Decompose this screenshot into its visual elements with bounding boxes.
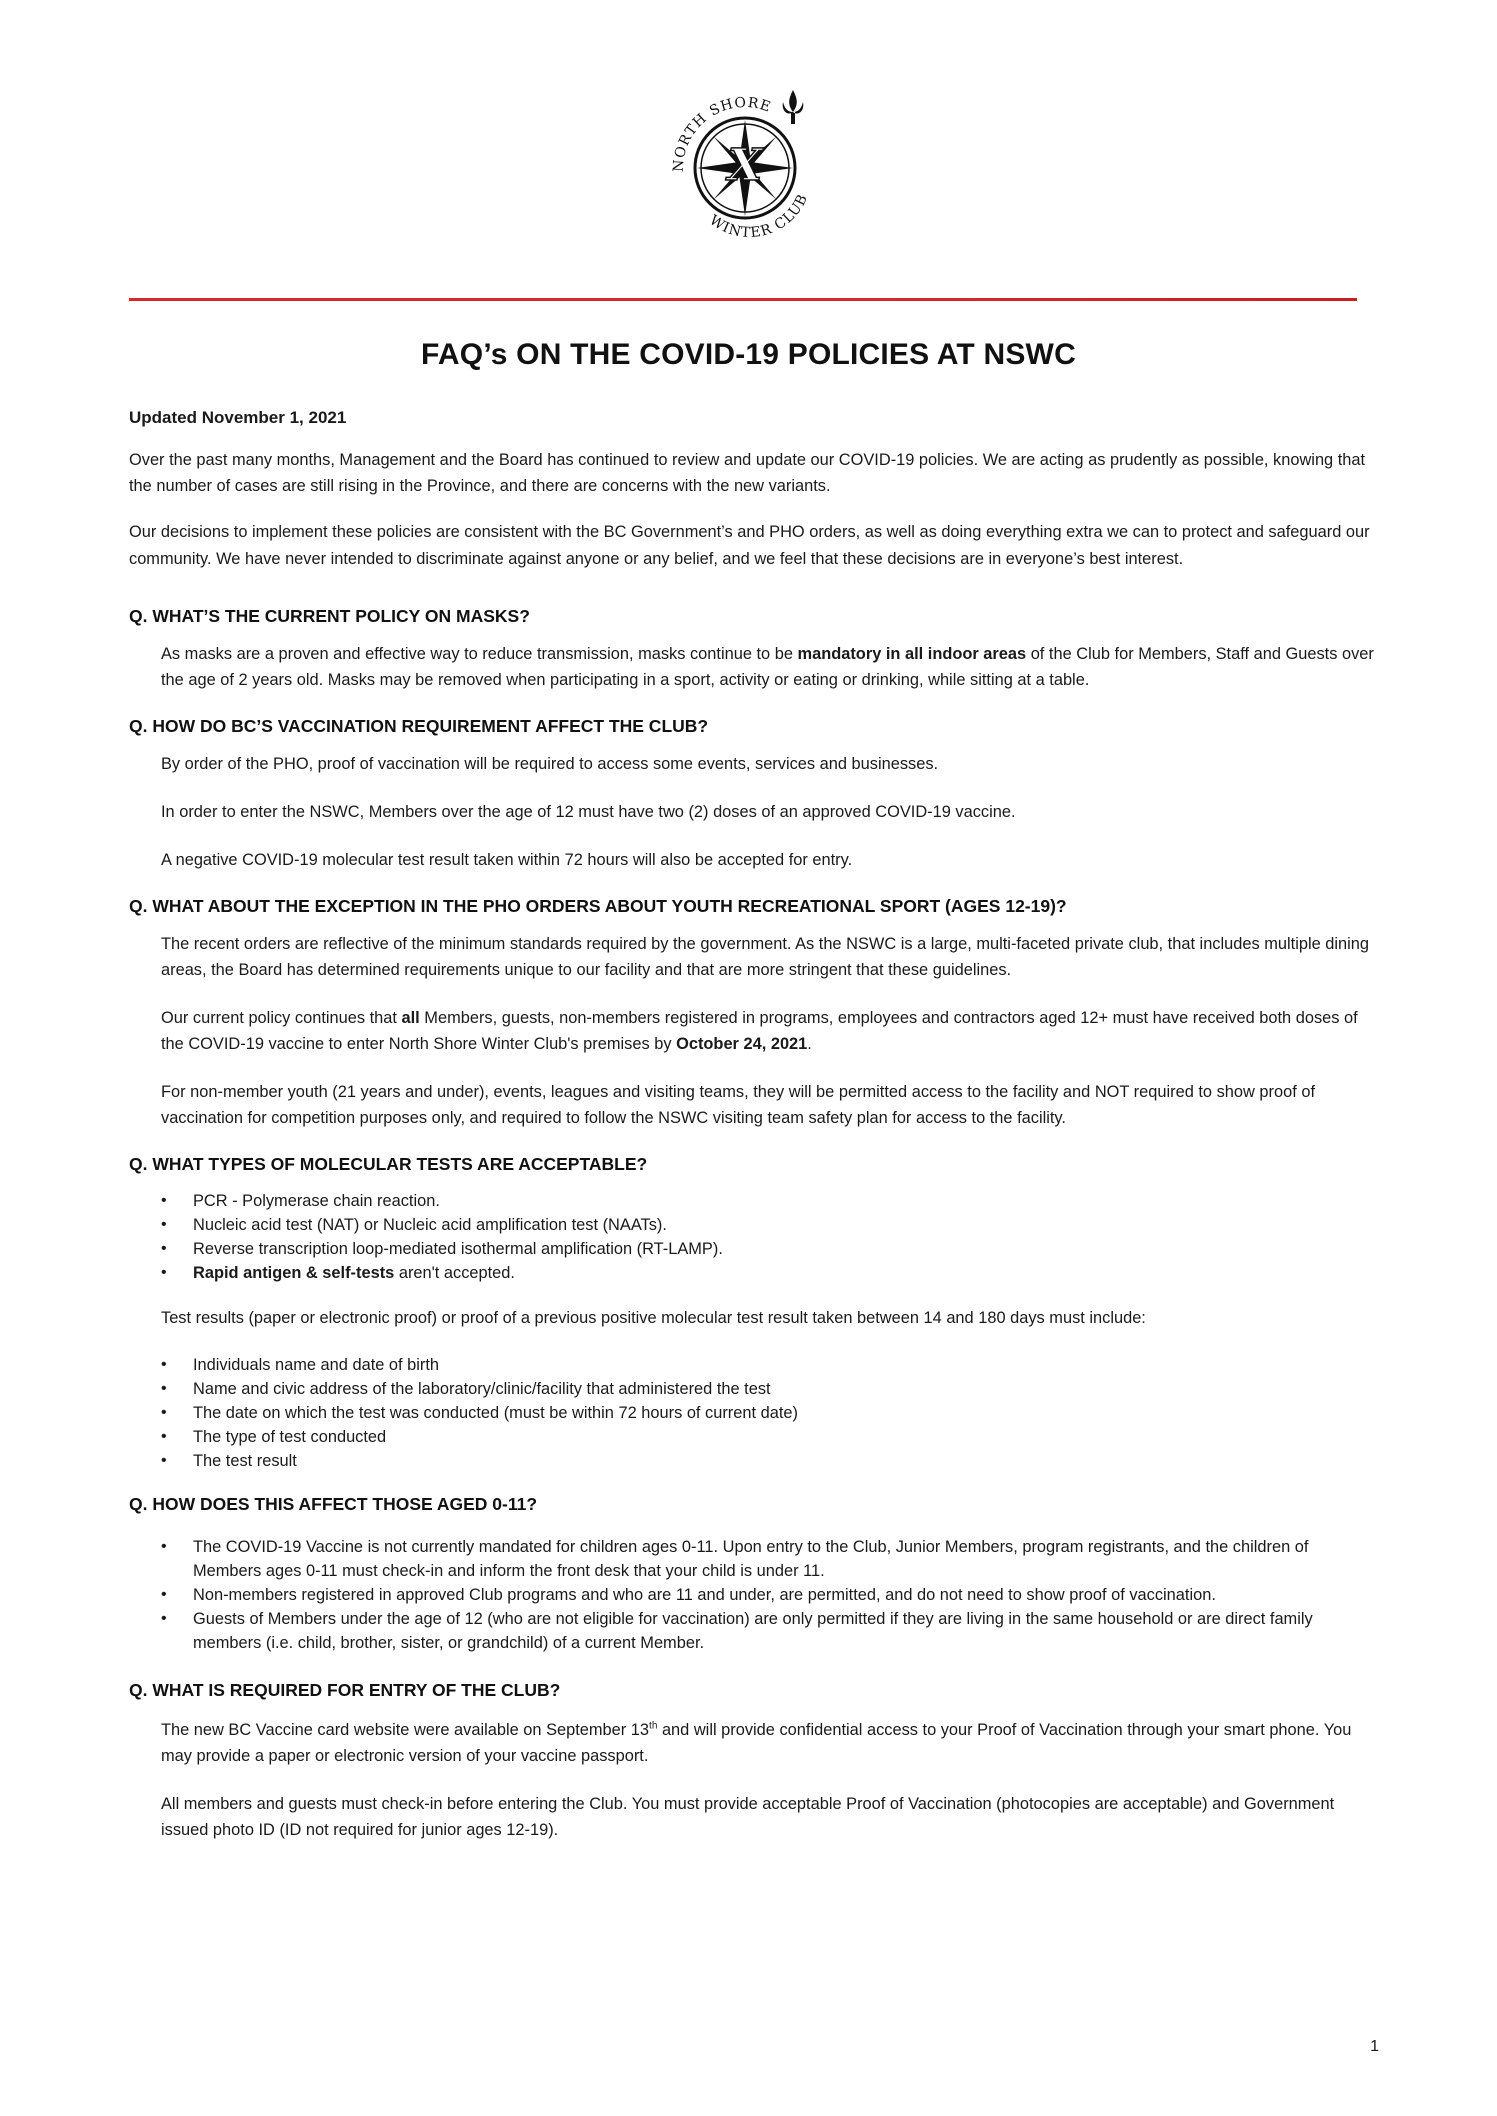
list-item: • Non-members registered in approved Club programs and who are 11 and under, are permitted, and do not need to show proof of vaccination. — [129, 1583, 1379, 1607]
q3-heading: Q. WHAT ABOUT THE EXCEPTION IN THE PHO ORDERS ABOUT YOUTH RECREATIONAL SPORT (AGES 12-19)? — [129, 896, 1067, 916]
logo-arc-top: NORTH SHORE — [670, 94, 774, 173]
document-body — [129, 405, 1379, 1843]
list-item: • Reverse transcription loop-mediated isothermal amplification (RT-LAMP). — [129, 1237, 1379, 1261]
list-item: • The COVID-19 Vaccine is not currently mandated for children ages 0-11. Upon entry to the Club, Junior Members, program registrants, and the children of Members ages 0-11 must check-in and inform the front desk that your child is under 11. — [129, 1535, 1379, 1583]
page-title: FAQ’s ON THE COVID-19 POLICIES AT NSWC — [421, 338, 1076, 371]
list-item: • Individuals name and date of birth — [129, 1353, 1379, 1377]
q1-text-c: of the Club for Members, Staff and Guests over the age of 2 years old. Masks may be removed when participating in a sport, activity or eating or drinking, while sitting at a table. — [161, 645, 1374, 689]
list-item — [129, 1261, 1379, 1285]
list-item: • The date on which the test was conducted (must be within 72 hours of current date) — [129, 1401, 1379, 1425]
q3-p2-text-e: . — [807, 1035, 812, 1053]
list-item: • PCR - Polymerase chain reaction. — [129, 1189, 1379, 1213]
rapid-test-text: aren't accepted. — [394, 1264, 515, 1282]
updated-date: Updated November 1, 2021 — [129, 408, 347, 427]
q2-paragraph-2: In order to enter the NSWC, Members over the age of 12 must have two (2) doses of an approved COVID-19 vaccine. — [161, 803, 1016, 821]
q3-p2-bold-all: all — [401, 1009, 420, 1027]
q4-heading: Q. WHAT TYPES OF MOLECULAR TESTS ARE ACCEPTABLE? — [129, 1154, 648, 1174]
q6-paragraph-2: All members and guests must check-in before entering the Club. You must provide acceptable Proof of Vaccination (photocopies are acceptable) and Government issued photo ID (ID not required for junior ages 12-19). — [161, 1795, 1335, 1839]
q2-paragraph-1: By order of the PHO, proof of vaccination will be required to access some events, services and businesses. — [161, 755, 939, 773]
q6-superscript: th — [649, 1720, 658, 1732]
q5-heading: Q. HOW DOES THIS AFFECT THOSE AGED 0-11? — [129, 1494, 538, 1514]
q6-heading: Q. WHAT IS REQUIRED FOR ENTRY OF THE CLUB? — [129, 1680, 561, 1700]
q6-text-a: The new BC Vaccine card website were available on September 13 — [161, 1721, 650, 1739]
q3-p2-text-a: Our current policy continues that — [161, 1009, 402, 1027]
test-result-requirements-list — [129, 1353, 1379, 1473]
list-item: • Guests of Members under the age of 12 (who are not eligible for vaccination) are only permitted if they are living in the same household or are direct family members (i.e. child, brother, sister, or grandchild) of a current Member. — [129, 1607, 1379, 1655]
list-item: • Nucleic acid test (NAT) or Nucleic acid amplification test (NAATs). — [129, 1213, 1379, 1237]
page-number: 1 — [1370, 2038, 1379, 2055]
intro-paragraph-2: Our decisions to implement these policies are consistent with the BC Government’s and PHO orders, as well as doing everything extra we can to protect and safeguard our community. We have never intended to discriminate against anyone or any belief, and we feel that these decisions are in everyone’s best interest. — [129, 523, 1370, 568]
list-item: • The type of test conducted — [129, 1425, 1379, 1449]
svg-text:X: X — [727, 140, 763, 191]
q1-paragraph — [129, 641, 1379, 693]
header-rule — [129, 298, 1357, 301]
q3-paragraph-2 — [129, 1005, 1379, 1057]
ages-0-11-list — [129, 1535, 1379, 1655]
q1-heading: Q. WHAT’S THE CURRENT POLICY ON MASKS? — [129, 606, 530, 626]
test-types-list — [129, 1189, 1379, 1285]
list-item: • The test result — [129, 1449, 1379, 1473]
q6-text-b: and will provide confidential access to your Proof of Vaccination through your smart phone. You may provide a paper or electronic version of your vaccine passport. — [161, 1721, 1352, 1765]
q1-text-bold: mandatory in all indoor areas — [797, 645, 1027, 663]
q2-paragraph-3: A negative COVID-19 molecular test result taken within 72 hours will also be accepted for entry. — [161, 851, 853, 869]
q3-paragraph-3: For non-member youth (21 years and under), events, leagues and visiting teams, they will be permitted access to the facility and NOT required to show proof of vaccination for competition purposes only, and required to follow the NSWC visiting team safety plan for access to the facility. — [161, 1083, 1315, 1127]
q4-paragraph: Test results (paper or electronic proof) or proof of a previous positive molecular test result taken between 14 and 180 days must include: — [161, 1309, 1146, 1327]
q3-p2-text-c: Members, guests, non-members registered in programs, employees and contractors aged 12+ must have received both doses of the COVID-19 vaccine to enter North Shore Winter Club's premises by — [161, 1009, 1358, 1053]
list-item: • Name and civic address of the laboratory/clinic/facility that administered the test — [129, 1377, 1379, 1401]
q2-heading: Q. HOW DO BC’S VACCINATION REQUIREMENT AFFECT THE CLUB? — [129, 716, 709, 736]
q3-p2-bold-date: October 24, 2021 — [676, 1035, 808, 1053]
q3-paragraph-1: The recent orders are reflective of the minimum standards required by the government. As the NSWC is a large, multi-faceted private club, that includes multiple dining areas, the Board has determined requirements unique to our facility and that are more stringent that these guidelines. — [161, 935, 1370, 979]
intro-paragraph-1: Over the past many months, Management and the Board has continued to review and update our COVID-19 policies. We are acting as prudently as possible, knowing that the number of cases are still rising in the Province, and there are concerns with the new variants. — [129, 451, 1366, 495]
nswc-logo — [669, 72, 821, 260]
q6-paragraph-1 — [129, 1717, 1379, 1769]
q1-text-a: As masks are a proven and effective way to reduce transmission, masks continue to be — [161, 645, 798, 663]
logo-arc-bottom: WINTER CLUB — [706, 191, 812, 242]
rapid-test-bold: Rapid antigen & self-tests — [193, 1264, 395, 1282]
